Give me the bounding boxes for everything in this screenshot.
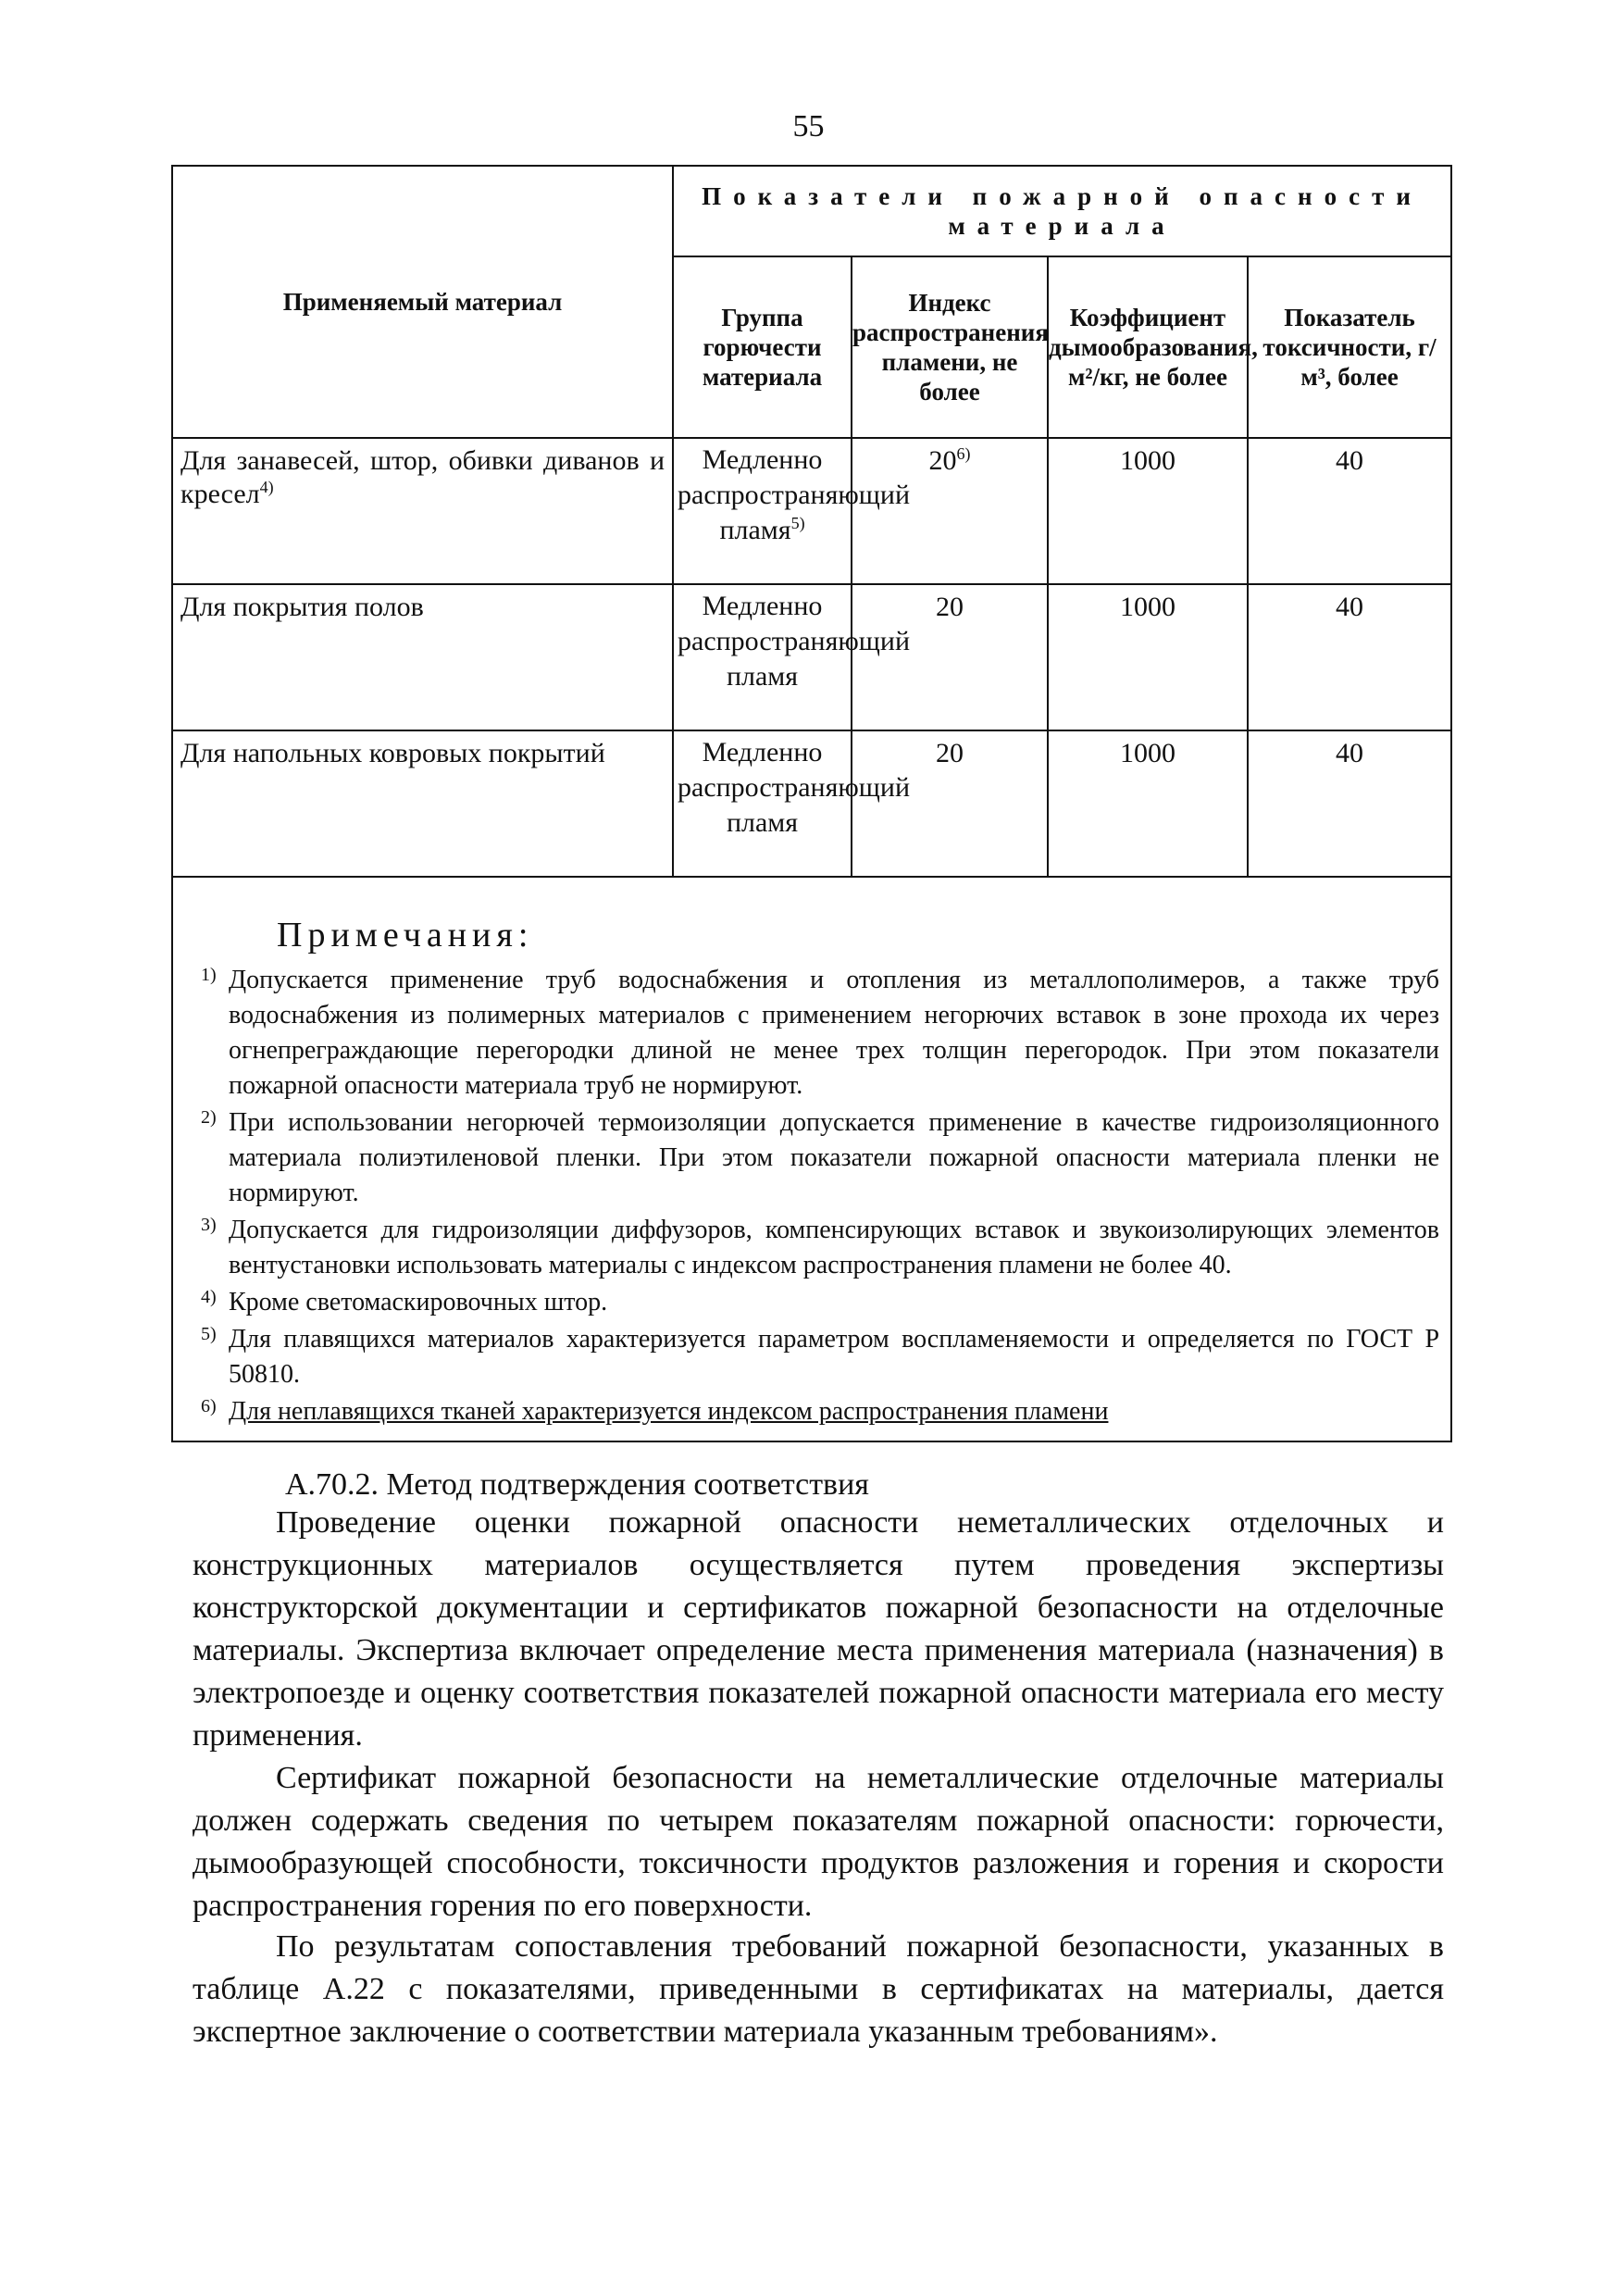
note-mark: 3) xyxy=(201,1215,217,1235)
row-toxicity: 40 xyxy=(1248,438,1451,584)
row-flame-spread: 20$^{6)}$ xyxy=(852,438,1048,584)
note-mark: 5) xyxy=(201,1324,217,1344)
note-mark: 6) xyxy=(201,1396,217,1416)
note-mark: 1) xyxy=(201,965,217,985)
row-flame-spread: 20 xyxy=(852,730,1048,877)
header-flame-spread: Индекс распространения пламени, не более xyxy=(852,256,1048,438)
row-material: Для занавесей, штор, обивки диванов и кресел$^{4)}$ xyxy=(172,438,673,584)
notes-cell xyxy=(172,877,1451,1441)
note-item: 5) Для плавящихся материалов характеризуется параметром воспламеняемости и определяется по ГОСТ Р 50810. xyxy=(192,1322,1439,1392)
header-smoke: Коэффициент дымообразования, м²/кг, не более xyxy=(1048,256,1248,438)
header-material: Применяемый материал xyxy=(172,166,673,438)
note-mark: 2) xyxy=(201,1107,217,1128)
section-title: А.70.2. Метод подтверждения соответствия xyxy=(285,1467,869,1502)
paragraph: По результатам сопоставления требований пожарной безопасности, указанных в таблице А.22 с показателями, приведенными в сертификатах на материалы, дается экспертное заключение о соответствии материала указанным требованиям». xyxy=(193,1929,1444,2049)
row-toxicity: 40 xyxy=(1248,584,1451,730)
row-flammability: Медленно распространяющий пламя xyxy=(673,584,852,730)
page-number: 55 xyxy=(792,109,825,144)
table-row xyxy=(172,730,1451,877)
note-mark: 4) xyxy=(201,1287,217,1307)
notes-row xyxy=(172,877,1451,1441)
paragraph: Сертификат пожарной безопасности на неметаллические отделочные материалы должен содержать сведения по четырем показателям пожарной опасности: горючести, дымообразующей способности, токсичности продуктов разложения и горения и скорости распространения горения по его поверхности. xyxy=(193,1761,1444,1923)
paragraph: Проведение оценки пожарной опасности неметаллических отделочных и конструкционных материалов осуществляется путем проведения экспертизы конструкторской документации и сертификатов пожарной безопасности на отделочные материалы. Экспертиза включает определение места применения материала (назначения) в электропоезде и оценку соответствия показателей пожарной опасности материала его месту применения. xyxy=(193,1505,1444,1753)
note-item: 2) При использовании негорючей термоизоляции допускается применение в качестве гидроизоляционного материала полиэтиленовой пленки. При этом показатели пожарной опасности материала пленки не нормируют. xyxy=(192,1105,1439,1211)
row-smoke: 1000 xyxy=(1048,730,1248,877)
row-smoke: 1000 xyxy=(1048,438,1248,584)
row-toxicity: 40 xyxy=(1248,730,1451,877)
header-flammability: Группа горючести материала xyxy=(673,256,852,438)
header-group-title: Показатели пожарной опасности материала xyxy=(673,166,1451,256)
notes-title: Примечания: xyxy=(277,916,534,955)
row-flammability: Медленно распространяющий пламя$^{5)}$ xyxy=(673,438,852,584)
row-flammability: Медленно распространяющий пламя xyxy=(673,730,852,877)
row-flame-spread: 20 xyxy=(852,584,1048,730)
note-item: 6) Для неплавящихся тканей характеризуется индексом распространения пламени xyxy=(192,1394,1439,1429)
note-item: 3) Допускается для гидроизоляции диффузоров, компенсирующих вставок и звукоизолирующих элементов вентустановки использовать материалы с индексом распространения пламени не более 40. xyxy=(192,1213,1439,1283)
fire-hazard-table xyxy=(171,165,1452,1442)
header-toxicity: Показатель токсичности, г/м³, более xyxy=(1248,256,1451,438)
row-smoke: 1000 xyxy=(1048,584,1248,730)
note-item: 4) Кроме светомаскировочных штор. xyxy=(192,1285,1439,1320)
table-row xyxy=(172,438,1451,584)
row-material: Для покрытия полов xyxy=(172,584,673,730)
note-item: 1) Допускается применение труб водоснабжения и отопления из металлополимеров, а также труб водоснабжения из полимерных материалов с применением негорючих вставок в зоне прохода их через огнепреграждающие перегородки длиной не менее трех толщин перегородок. При этом показатели пожарной опасности материала труб не нормируют. xyxy=(192,963,1439,1104)
table-row xyxy=(172,584,1451,730)
row-material: Для напольных ковровых покрытий xyxy=(172,730,673,877)
